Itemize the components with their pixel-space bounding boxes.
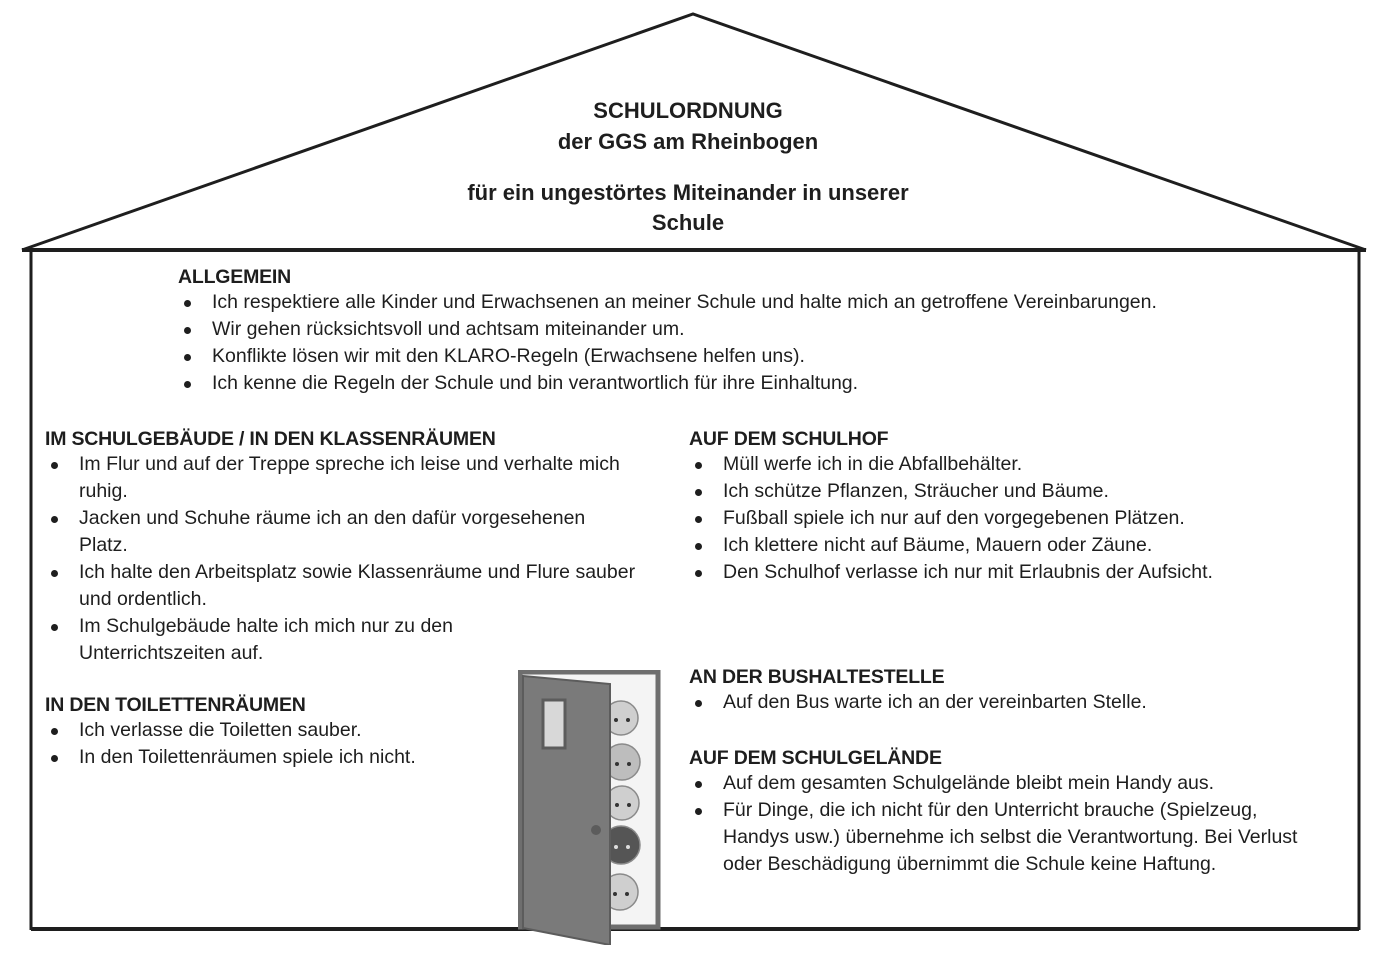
list-item: Für Dinge, die ich nicht für den Unterricht brauche (Spielzeug, Handys usw.) übernehme ich selbst die Verantwortung. Bei Verlust oder Beschädigung übernimmt die Schule keine Haftung. bbox=[689, 797, 1313, 878]
section-schulgebaeude bbox=[45, 428, 665, 667]
section-heading: AN DER BUSHALTESTELLE bbox=[689, 666, 945, 688]
section-heading: ALLGEMEIN bbox=[178, 266, 292, 288]
list-item: Auf dem gesamten Schulgelände bleibt mein Handy aus. bbox=[689, 770, 1323, 797]
section-schulgelaende bbox=[689, 747, 1349, 878]
list-item: Ich schütze Pflanzen, Sträucher und Bäume. bbox=[689, 478, 1349, 505]
list-item: Ich klettere nicht auf Bäume, Mauern oder Zäune. bbox=[689, 532, 1349, 559]
section-heading: IN DEN TOILETTENRÄUMEN bbox=[45, 694, 306, 716]
list-item: Jacken und Schuhe räume ich an den dafür vorgesehenen Platz. bbox=[45, 505, 639, 559]
list-item: Ich kenne die Regeln der Schule und bin verantwortlich für ihre Einhaltung. bbox=[178, 370, 1338, 397]
section-heading: AUF DEM SCHULGELÄNDE bbox=[689, 747, 942, 769]
motto-line-2: Schule bbox=[651, 210, 725, 235]
list-item: Fußball spiele ich nur auf den vorgegebenen Plätzen. bbox=[689, 505, 1349, 532]
section-heading: AUF DEM SCHULHOF bbox=[689, 428, 889, 450]
list-item: Auf den Bus warte ich an der vereinbarten Stelle. bbox=[689, 689, 1349, 716]
section-heading: IM SCHULGEBÄUDE / IN DEN KLASSENRÄUMEN bbox=[45, 428, 496, 450]
motto-line-1: für ein ungestörtes Miteinander in unserer bbox=[467, 180, 909, 205]
door-with-children-icon bbox=[518, 670, 663, 945]
list-item: Im Schulgebäude halte ich mich nur zu den Unterrichtszeiten auf. bbox=[45, 613, 479, 667]
list-item: In den Toilettenräumen spiele ich nicht. bbox=[45, 744, 505, 771]
list-item: Wir gehen rücksichtsvoll und achtsam miteinander um. bbox=[178, 316, 1338, 343]
page-title: SCHULORDNUNG bbox=[593, 98, 783, 123]
section-allgemein bbox=[178, 266, 1338, 397]
list-item: Den Schulhof verlasse ich nur mit Erlaubnis der Aufsicht. bbox=[689, 559, 1349, 586]
section-schulhof bbox=[689, 428, 1349, 586]
section-toiletten bbox=[45, 694, 505, 771]
list-item: Ich halte den Arbeitsplatz sowie Klassenräume und Flure sauber und ordentlich. bbox=[45, 559, 639, 613]
list-item: Ich respektiere alle Kinder und Erwachsenen an meiner Schule und halte mich an getroffene Vereinbarungen. bbox=[178, 289, 1338, 316]
list-item: Müll werfe ich in die Abfallbehälter. bbox=[689, 451, 1349, 478]
list-item: Im Flur und auf der Treppe spreche ich leise und verhalte mich ruhig. bbox=[45, 451, 639, 505]
section-bushaltestelle bbox=[689, 666, 1349, 716]
list-item: Ich verlasse die Toiletten sauber. bbox=[45, 717, 505, 744]
page-subtitle: der GGS am Rheinbogen bbox=[557, 129, 819, 154]
list-item: Konflikte lösen wir mit den KLARO-Regeln (Erwachsene helfen uns). bbox=[178, 343, 1338, 370]
